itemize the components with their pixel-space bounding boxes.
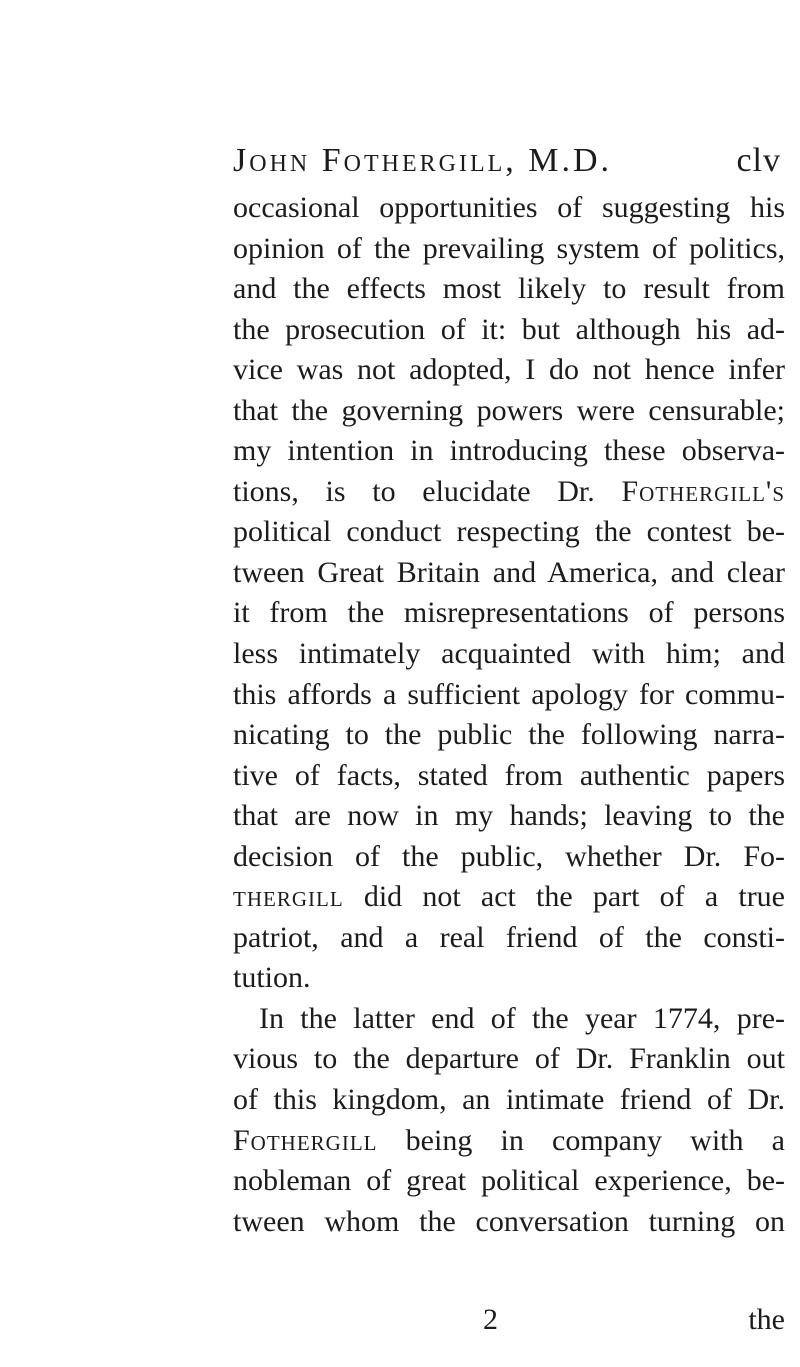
text-line bbox=[233, 472, 785, 513]
text-line-segment: being in company with a bbox=[377, 1123, 785, 1157]
text-line bbox=[233, 877, 785, 918]
page-footer bbox=[233, 1300, 785, 1340]
text-line: opinion of the prevailing system of politics, bbox=[233, 231, 785, 265]
running-head-title: John Fothergill, M.D. bbox=[233, 142, 613, 179]
text-line: tween Great Britain and America, and clear bbox=[233, 555, 785, 589]
text-line: nicating to the public the following narra- bbox=[233, 718, 785, 752]
text-line: occasional opportunities of suggesting his bbox=[233, 191, 785, 224]
text-line: that are now in my hands; leaving to the bbox=[233, 799, 785, 833]
text-line: and the effects most likely to result from bbox=[233, 272, 785, 306]
small-caps-name: thergill bbox=[233, 880, 344, 914]
text-line: my intention in introducing these observa- bbox=[233, 434, 785, 468]
text-line: it from the misrepresentations of persons bbox=[233, 596, 785, 630]
text-line: decision of the public, whether Dr. Fo- bbox=[233, 839, 785, 873]
text-line-segment: tions, is to elucidate Dr. bbox=[233, 474, 622, 508]
text-line: In the latter end of the year 1774, pre- bbox=[259, 1001, 785, 1035]
text-line: that the governing powers were censurable; bbox=[233, 393, 785, 427]
text-line: political conduct respecting the contest be- bbox=[233, 515, 785, 549]
catchword: the bbox=[748, 1303, 785, 1336]
text-line: the prosecution of it: but although his ad- bbox=[233, 312, 785, 346]
text-line bbox=[233, 1121, 785, 1162]
text-line: of this kingdom, an intimate friend of Dr. bbox=[233, 1083, 785, 1117]
text-line: this affords a sufficient apology for commu- bbox=[233, 677, 785, 711]
small-caps-name: Fothergill's bbox=[621, 474, 785, 508]
body-text bbox=[233, 188, 785, 1242]
text-line: tive of facts, stated from authentic papers bbox=[233, 758, 785, 792]
text-line: tween whom the conversation turning on bbox=[233, 1204, 785, 1238]
small-caps-name: Fothergill bbox=[233, 1123, 378, 1157]
running-head bbox=[233, 142, 781, 184]
text-line: vice was not adopted, I do not hence infer bbox=[233, 353, 785, 387]
page-number: clv bbox=[736, 142, 781, 179]
text-line: less intimately acquainted with him; and bbox=[233, 637, 785, 671]
text-line: nobleman of great political experience, be- bbox=[233, 1164, 785, 1198]
text-line: tution. bbox=[233, 961, 311, 995]
text-line: patriot, and a real friend of the consti- bbox=[233, 920, 785, 954]
text-line-segment: did not act the part of a true bbox=[343, 880, 785, 914]
text-line: vious to the departure of Dr. Franklin out bbox=[233, 1042, 785, 1076]
signature-mark: 2 bbox=[483, 1303, 498, 1336]
